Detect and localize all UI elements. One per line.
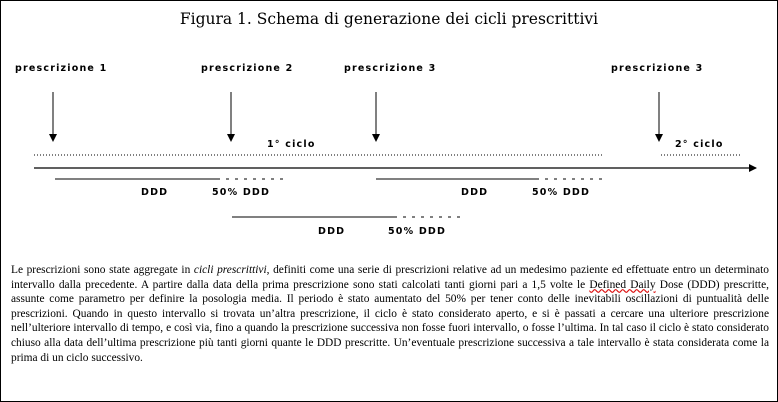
ddd-label-2: DDD bbox=[461, 187, 489, 198]
paragraph-text-2: , definiti come una serie di prescrizioni relative ad un medesimo paziente ed effettuate entro un determinato intervallo dalla precedente. A partire dalla data della prima prescrizione sono stati calcolati tanti giorni pari a 1,5 volte le bbox=[11, 264, 769, 291]
paragraph-italic-term: cicli prescrittivi bbox=[193, 264, 267, 276]
cycle-label-2: 2° ciclo bbox=[675, 139, 724, 150]
extension-label-1: 50% DDD bbox=[212, 187, 271, 198]
prescription-label-4: prescrizione 3 bbox=[611, 63, 704, 74]
prescription-label-2: prescrizione 2 bbox=[201, 63, 294, 74]
prescription-label-3: prescrizione 3 bbox=[344, 63, 437, 74]
figure-title: Figura 1. Schema di generazione dei cicli prescrittivi bbox=[179, 10, 599, 28]
extension-label-2: 50% DDD bbox=[532, 187, 591, 198]
prescription-label-1: prescrizione 1 bbox=[15, 63, 108, 74]
paragraph-spellcheck-term: Defined Daily bbox=[589, 278, 656, 291]
cycle-label-1: 1° ciclo bbox=[267, 139, 316, 150]
description-paragraph bbox=[11, 263, 769, 365]
paragraph-text-1: Le prescrizioni sono state aggregate in bbox=[11, 264, 194, 276]
extension-label-3: 50% DDD bbox=[388, 226, 447, 237]
ddd-label-3: DDD bbox=[318, 226, 346, 237]
cycle-diagram bbox=[1, 1, 777, 251]
paragraph-text-3: Dose (DDD) prescritte, assunte come parametro per definire la posologia media. Il periodo è stato aumentato del 50% per tener conto delle inevitabili oscillazioni di puntualità delle prescrizioni. Quando in questo intervallo si trovata un’altra prescrizione, il ciclo è stato considerato aperto, e si è passati a cercare una ulteriore prescrizione nell’ulteriore intervallo di tempo, e così via, fino a quando la prescrizione successiva non fosse fuori intervallo, o fosse l’ultima. In tal caso il ciclo è stato considerato chiuso alla data dell’ultima prescrizione più tanti giorni quante le DDD prescritte. Un’eventuale prescrizione successiva a tale intervallo è stata considerata come la prima di un ciclo successivo. bbox=[11, 278, 769, 364]
ddd-label-1: DDD bbox=[141, 187, 169, 198]
